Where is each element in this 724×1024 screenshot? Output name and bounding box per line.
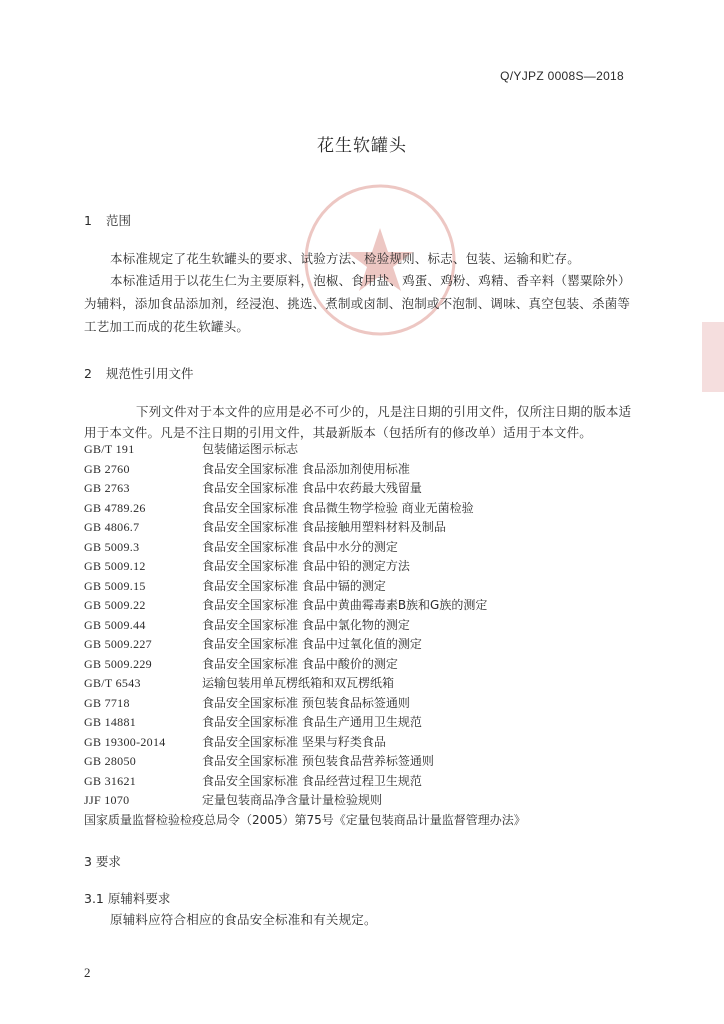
reference-row	[84, 538, 644, 558]
reference-name: 食品安全国家标准 食品中过氧化值的测定	[202, 637, 422, 651]
reference-row	[84, 577, 644, 597]
reference-code: GB 5009.3	[84, 539, 140, 554]
section-1-title: 范围	[106, 213, 132, 228]
reference-row	[84, 616, 644, 636]
section-3-1-text: 原辅料应符合相应的食品安全标准和有关规定。	[110, 912, 377, 927]
reference-name: 食品安全国家标准 食品中农药最大残留量	[202, 481, 422, 495]
section-3-heading: 3 要求	[84, 854, 121, 869]
reference-row	[84, 557, 644, 577]
reference-name: 食品安全国家标准 食品中铅的测定方法	[202, 559, 410, 573]
edge-seal-fragment	[702, 322, 724, 392]
section-3-1-heading: 3.1 原辅料要求	[84, 891, 171, 906]
section-1-para2-line3: 工艺加工而成的花生软罐头。	[84, 319, 250, 334]
reference-decree-text: 国家质量监督检验检疫总局令（2005）第75号《定量包装商品计量监督管理办法》	[84, 812, 526, 827]
reference-code: GB 28050	[84, 754, 137, 768]
section-1-number: 1	[84, 213, 92, 228]
reference-row	[84, 518, 644, 538]
reference-name: 食品安全国家标准 食品接触用塑料材料及制品	[202, 520, 446, 534]
reference-code: GB 5009.22	[84, 598, 146, 612]
reference-row	[84, 499, 644, 519]
reference-name: 食品安全国家标准 食品生产通用卫生规范	[202, 715, 422, 729]
reference-code: GB 5009.229	[84, 656, 152, 671]
reference-code: GB 31621	[84, 773, 137, 788]
document-title: 花生软罐头	[317, 136, 407, 156]
reference-row	[84, 752, 644, 772]
reference-code: GB 4806.7	[84, 520, 140, 534]
reference-code: GB 2760	[84, 461, 130, 476]
reference-row	[84, 479, 644, 499]
reference-code: GB 14881	[84, 715, 137, 729]
section-2-number: 2	[84, 366, 92, 381]
reference-row	[84, 713, 644, 733]
reference-decree	[84, 811, 644, 831]
reference-name: 食品安全国家标准 预包装食品营养标签通则	[202, 754, 434, 768]
standard-code: Q/YJPZ 0008S—2018	[500, 69, 624, 83]
section-2-title: 规范性引用文件	[106, 366, 194, 381]
reference-row	[84, 460, 644, 480]
section-2-intro-line2: 用于本文件。凡是不注日期的引用文件，其最新版本（包括所有的修改单）适用于本文件。	[84, 425, 593, 440]
section-1-para2-line2: 为辅料，添加食品添加剂，经浸泡、挑选、煮制或卤制、泡制或不泡制、调味、真空包装、杀菌等	[84, 296, 631, 311]
reference-name: 食品安全国家标准 预包装食品标签通则	[202, 695, 410, 710]
reference-code: GB 5009.227	[84, 637, 152, 651]
reference-code: GB 2763	[84, 481, 130, 495]
section-2-intro-line1: 下列文件对于本文件的应用是必不可少的，凡是注日期的引用文件，仅所注日期的版本适	[136, 404, 632, 419]
reference-name: 食品安全国家标准 食品中酸价的测定	[202, 656, 398, 671]
reference-code: GB 5009.15	[84, 578, 146, 593]
reference-row	[84, 772, 644, 792]
reference-row	[84, 694, 644, 714]
page-number: 2	[84, 965, 91, 980]
reference-code: GB 5009.44	[84, 617, 146, 632]
reference-name: 食品安全国家标准 食品经营过程卫生规范	[202, 773, 422, 788]
reference-code: GB/T 6543	[84, 676, 141, 690]
section-2-heading	[84, 364, 194, 382]
reference-row	[84, 635, 644, 655]
reference-name: 食品安全国家标准 坚果与籽类食品	[202, 734, 386, 749]
section-1-heading	[84, 211, 131, 229]
reference-name: 食品安全国家标准 食品中镉的测定	[202, 578, 386, 593]
section-1-para1: 本标准规定了花生软罐头的要求、试验方法、检验规则、标志、包装、运输和贮存。	[110, 251, 580, 266]
reference-code: GB 7718	[84, 695, 130, 710]
reference-name: 运输包装用单瓦楞纸箱和双瓦楞纸箱	[202, 676, 395, 690]
reference-row	[84, 791, 644, 811]
reference-name: 食品安全国家标准 食品微生物学检验 商业无菌检验	[202, 500, 474, 515]
reference-name: 包装储运图示标志	[202, 442, 299, 456]
reference-name: 食品安全国家标准 食品中氯化物的测定	[202, 617, 410, 632]
reference-name: 食品安全国家标准 食品添加剂使用标准	[202, 461, 410, 476]
reference-row	[84, 596, 644, 616]
reference-code: GB 5009.12	[84, 559, 146, 573]
reference-row	[84, 674, 644, 694]
reference-name: 食品安全国家标准 食品中水分的测定	[202, 539, 398, 554]
reference-name: 食品安全国家标准 食品中黄曲霉毒素B族和G族的测定	[202, 598, 488, 612]
reference-list	[84, 440, 644, 830]
reference-code: GB/T 191	[84, 442, 135, 456]
reference-code: JJF 1070	[84, 793, 130, 807]
reference-name: 定量包装商品净含量计量检验规则	[202, 793, 383, 807]
reference-row	[84, 440, 644, 460]
reference-row	[84, 733, 644, 753]
reference-code: GB 4789.26	[84, 500, 146, 515]
reference-code: GB 19300-2014	[84, 734, 166, 749]
reference-row	[84, 655, 644, 675]
section-1-para2-line1: 本标准适用于以花生仁为主要原料，泡椒、食用盐、鸡蛋、鸡粉、鸡精、香辛料（罂粟除外）	[110, 273, 631, 288]
